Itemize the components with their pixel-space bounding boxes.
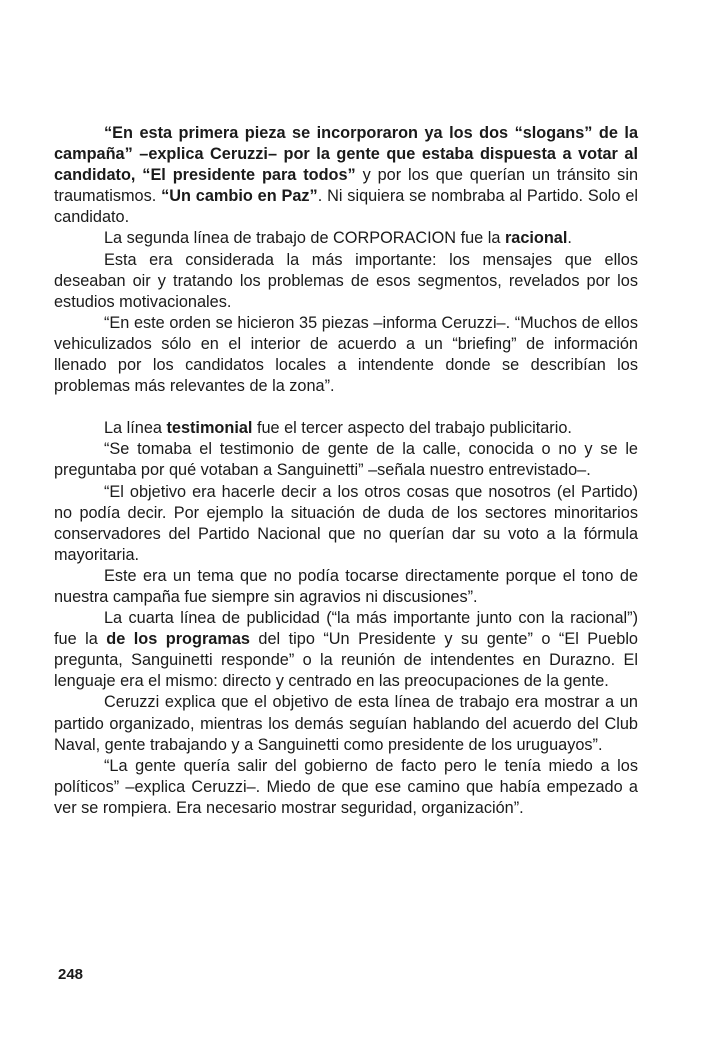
text-run: “En este orden se hicieron 35 piezas –informa Ceruzzi–. “Muchos de ellos vehiculizados sólo en el interior de acuerdo a un “briefing” de información llenado por los candidatos locales a intendente donde se describían los problemas más relevantes de la zona”. (54, 313, 638, 396)
text-run: Esta era considerada la más importante: los mensajes que ellos deseaban oir y tratando los problemas de esos segmentos, revelados por los estudios motivacionales. (54, 250, 638, 311)
bold-text-run: testimonial (166, 419, 253, 438)
paragraph (54, 566, 638, 608)
text-run: Este era un tema que no podía tocarse directamente porque el tono de nuestra campaña fue siempre sin agravios ni discusiones”. (54, 566, 638, 606)
text-run: “La gente quería salir del gobierno de facto pero le tenía miedo a los políticos” –explica Ceruzzi–. Miedo de que ese camino que había empezado a ver se rompiera. Era necesario mostrar seguridad, organización”. (54, 756, 638, 817)
text-run: del tipo “Un Presidente y su gente” o “El Pueblo pregunta, Sanguinetti responde” o la reunión de intendentes en Durazno. El lenguaje era el mismo: directo y centrado en las preocupaciones de la gente. (54, 630, 638, 691)
text-run: . Ni siquiera se nombraba al Partido. Solo el candidato. (54, 187, 638, 227)
paragraph (54, 313, 638, 397)
paragraph (54, 250, 638, 313)
paragraph (54, 418, 638, 439)
text-run: y por los que querían un tránsito sin traumatismos. (54, 166, 638, 206)
bold-text-run: racional (504, 229, 568, 248)
paragraph (54, 482, 638, 566)
paragraph (54, 692, 638, 755)
text-run: Ceruzzi explica que el objetivo de esta línea de trabajo era mostrar a un partido organizado, mientras los demás seguían hablando del acuerdo del Club Naval, gente trabajando y a Sanguinetti como presidente de los uruguayos”. (54, 693, 638, 754)
bold-text-run: de los programas (106, 630, 250, 649)
bold-text-run: “Un cambio en Paz” (161, 187, 318, 206)
text-run: “Se tomaba el testimonio de gente de la calle, conocida o no y se le preguntaba por qué votaban a Sanguinetti” –señala nuestro entrevistado–. (54, 440, 638, 480)
body-text (54, 123, 638, 819)
text-run: fue el tercer aspecto del trabajo publicitario. (252, 419, 572, 438)
text-run: La segunda línea de trabajo de CORPORACION fue la (104, 229, 505, 248)
bold-text-run: “En esta primera pieza se incorporaron ya los dos “slogans” de la campaña” –explica Ceruzzi– por la gente que estaba dispuesta a votar al candidato, “El presidente para todos” (54, 124, 638, 185)
text-run: . (567, 229, 572, 248)
text-run: La cuarta línea de publicidad (“la más importante junto con la racional”) fue la (54, 609, 638, 649)
page-number: 248 (58, 966, 84, 983)
paragraph (54, 123, 638, 228)
paragraph (54, 228, 638, 249)
paragraph (54, 608, 638, 692)
paragraph (54, 439, 638, 481)
text-run: “El objetivo era hacerle decir a los otros cosas que nosotros (el Partido) no podía decir. Por ejemplo la situación de duda de los sectores minoritarios conservadores del Partido Nacional que no querían dar su voto a la fórmula mayoritaria. (54, 482, 638, 564)
text-run: La línea (104, 419, 167, 438)
paragraph (54, 756, 638, 819)
